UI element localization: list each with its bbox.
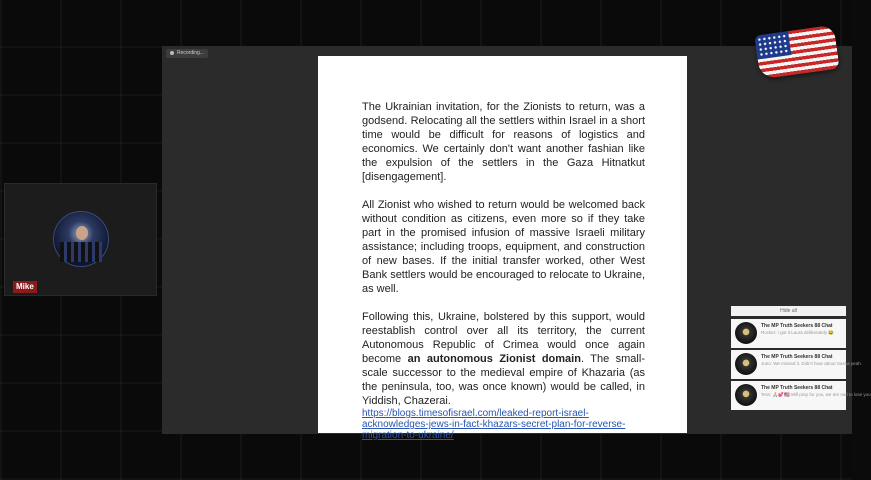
- paragraph-3-start: Following this, Ukraine, bolstered by this support, would reestablish control over all its territory, the current Autonomous Republic of Crimea would once again become: [362, 311, 645, 365]
- chat-message[interactable]: [731, 319, 846, 348]
- chat-message-body: Rocker: I got it Laura deliberately 😂: [761, 330, 834, 335]
- chat-message-title: The MP Truth Seekers 88 Chat: [761, 354, 833, 360]
- avatar-detail: [60, 252, 102, 262]
- paragraph-1: The Ukrainian invitation, for the Zionists to return, was a godsend. Relocating all the settlers within Israel in a short time would be difficult for reasons of logistics and economics. We certainly don't want another fashian like the expulsion of the settlers in the Gaza Hitnatkut [disengagement].: [362, 101, 645, 183]
- participant-tile[interactable]: [4, 183, 157, 296]
- source-link[interactable]: https://blogs.timesofisrael.com/leaked-report-israel-acknowledges-jews-in-fact-khazars-secret-plan-for-reverse-migration-to-ukraine/: [362, 408, 626, 441]
- document-text: [362, 100, 645, 441]
- chat-message-body: Juno: We missed it. Didn't hear about Sasha yeah.: [761, 361, 862, 366]
- chat-overlay: [731, 306, 871, 412]
- paragraph-2: All Zionist who wished to return would be welcomed back without condition as citizens, even more so if they take part in the promised infusion of massive Israeli military assistance; including troops, equipment, and construction of new bases. If the initial transfer worked, other West Bank settlers would be encouraged to relocate to Ukraine, as well.: [362, 199, 645, 295]
- chat-message-title: The MP Truth Seekers 88 Chat: [761, 385, 833, 391]
- recording-label: Recording...: [177, 50, 204, 56]
- paragraph-3: [362, 310, 645, 408]
- recording-indicator: [166, 49, 208, 58]
- flag-stars: [757, 33, 789, 57]
- group-avatar-icon: [735, 384, 757, 406]
- chat-message-body: Tess: 🙏💕🇺🇸 Will pray for you, we are sad to lose you: [761, 392, 871, 397]
- participant-name: Mike: [13, 281, 37, 293]
- chat-message[interactable]: [731, 381, 871, 410]
- shared-document: [318, 56, 687, 441]
- avatar-detail: [60, 242, 102, 252]
- chat-message[interactable]: [731, 350, 862, 379]
- paragraph-3-end: . The small-scale successor to the medieval empire of Khazaria (as the peninsula, too, was once known) would be called, in Yiddish, Chazerai.: [362, 353, 645, 407]
- group-avatar-icon: [735, 353, 757, 375]
- chat-message-title: The MP Truth Seekers 88 Chat: [761, 323, 833, 329]
- record-icon: [170, 51, 174, 55]
- avatar-face: [76, 226, 88, 240]
- group-avatar-icon: [735, 322, 757, 344]
- avatar-icon: [53, 211, 109, 267]
- hide-all-button[interactable]: Hide all: [731, 306, 846, 316]
- paragraph-3-bold: an autonomous Zionist domain: [407, 353, 581, 365]
